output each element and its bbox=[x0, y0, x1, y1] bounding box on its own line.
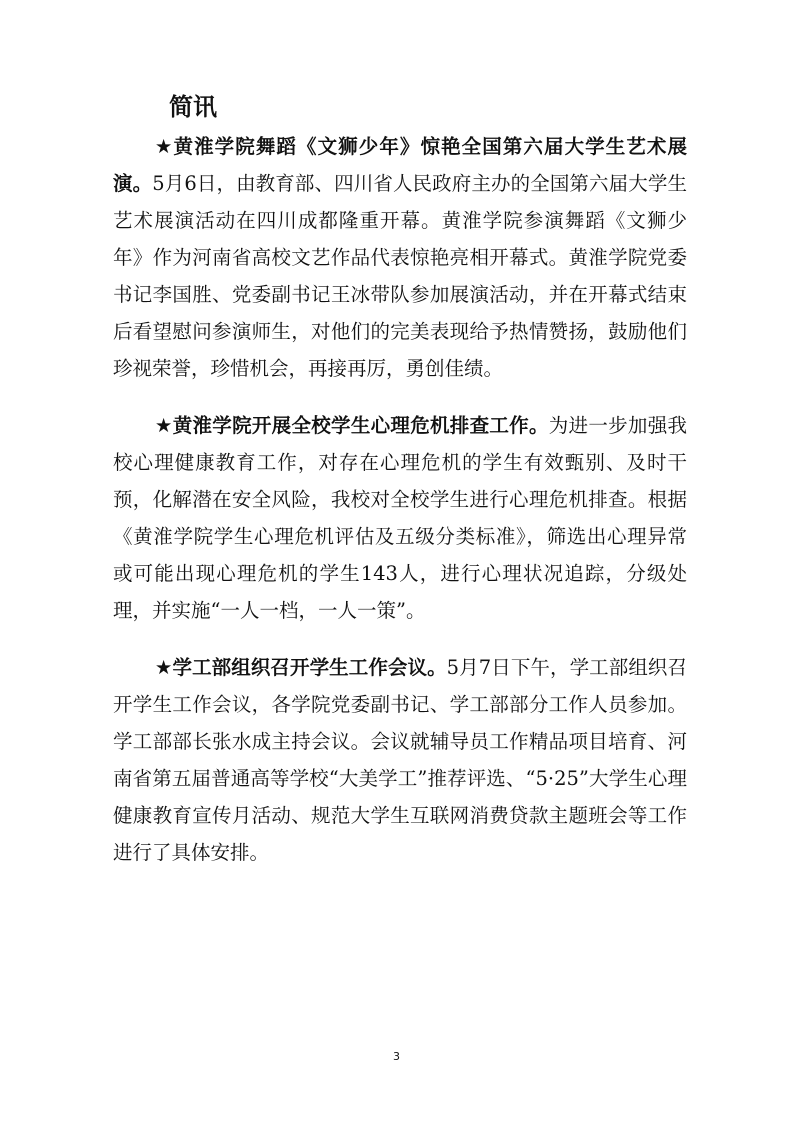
document-content bbox=[113, 88, 687, 891]
news-item-1-title: ★黄淮学院舞蹈《文狮少年》惊艳全国第六届大学生艺术展演。 bbox=[113, 135, 687, 195]
news-item-1-body: 5月6日，由教育部、四川省人民政府主办的全国第六届大学生艺术展演活动在四川成都隆重开幕。黄淮学院参演舞蹈《文狮少年》作为河南省高校文艺作品代表惊艳亮相开幕式。黄淮学院党委书记李国胜、党委副书记王冰带队参加展演活动，并在开幕式结束后看望慰问参演师生，对他们的完美表现给予热情赞扬，鼓励他们珍视荣誉，珍惜机会，再接再厉，勇创佳绩。 bbox=[113, 172, 687, 380]
news-item-3 bbox=[113, 649, 687, 871]
news-item-3-title: ★学工部组织召开学生工作会议。 bbox=[154, 656, 447, 679]
page-number: 3 bbox=[393, 1050, 400, 1063]
news-item-2 bbox=[113, 407, 687, 629]
news-item-2-title: ★黄淮学院开展全校学生心理危机排查工作。 bbox=[154, 414, 549, 437]
news-item-3-body: 5月7日下午，学工部组织召开学生工作会议，各学院党委副书记、学工部部分工作人员参加。学工部部长张水成主持会议。会议就辅导员工作精品项目培育、河南省第五届普通高等学校“大美学工”推荐评选、“5·25”大学生心理健康教育宣传月活动、规范大学生互联网消费贷款主题班会等工作进行了具体安排。 bbox=[113, 656, 687, 864]
news-item-1 bbox=[113, 128, 687, 387]
page-title: 简讯 bbox=[169, 92, 217, 121]
news-item-2-body: 为进一步加强我校心理健康教育工作，对存在心理危机的学生有效甄别、及时干预，化解潜在安全风险，我校对全校学生进行心理危机排查。根据《黄淮学院学生心理危机评估及五级分类标准》，筛选出心理异常或可能出现心理危机的学生143人，进行心理状况追踪，分级处理，并实施“一人一档，一人一策”。 bbox=[113, 414, 687, 622]
